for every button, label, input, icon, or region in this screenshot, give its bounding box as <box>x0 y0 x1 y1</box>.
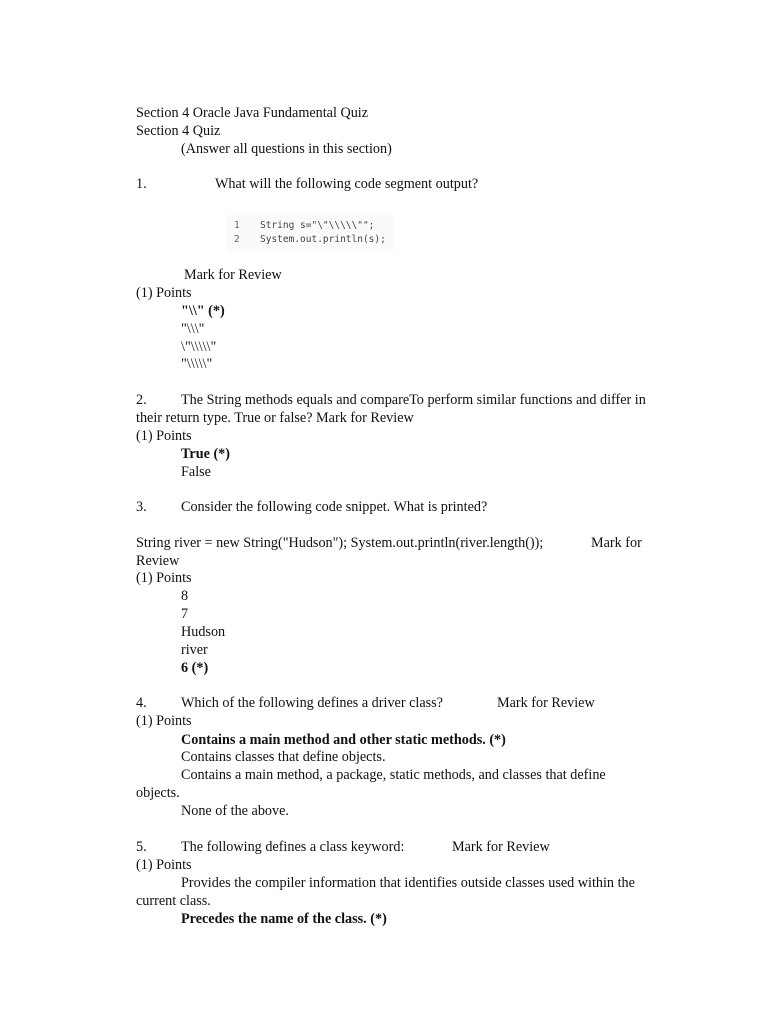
q4-points: (1) Points <box>136 713 192 729</box>
q5-option-1-cont: current class. <box>136 893 211 909</box>
q5-text: The following defines a class keyword: <box>181 839 405 855</box>
q1-points: (1) Points <box>136 285 192 301</box>
q1-option-2: "\\\" <box>181 321 205 337</box>
q1-mark-for-review[interactable]: Mark for Review <box>184 267 282 283</box>
q4-option-1: Contains a main method and other static methods. (*) <box>181 732 506 748</box>
q1-number: 1. <box>136 176 147 192</box>
q3-option-5: 6 (*) <box>181 660 209 676</box>
q2-text-line-2: their return type. True or false? Mark for Review <box>136 410 414 426</box>
q5-number: 5. <box>136 839 147 855</box>
q1-text: What will the following code segment output? <box>215 176 479 192</box>
q4-option-4: None of the above. <box>181 803 289 819</box>
q3-number: 3. <box>136 499 147 515</box>
section-title: Section 4 Quiz <box>136 123 221 139</box>
q2-number: 2. <box>136 392 147 408</box>
q5-points: (1) Points <box>136 857 192 873</box>
q3-mark-for-review[interactable]: Mark for <box>591 535 642 551</box>
q5-option-1: Provides the compiler information that identifies outside classes used within the <box>181 875 635 891</box>
q2-option-1: True (*) <box>181 446 230 462</box>
q1-code-line-1: 1 String s="\"\\\\\""; <box>234 220 375 231</box>
q4-option-3: Contains a main method, a package, static methods, and classes that define <box>181 767 606 783</box>
q2-points: (1) Points <box>136 428 192 444</box>
q1-option-3: \"\\\\\" <box>181 339 217 355</box>
q3-option-4: river <box>181 642 208 658</box>
q3-mark-for-review-cont[interactable]: Review <box>136 553 180 569</box>
q4-text: Which of the following defines a driver class? <box>181 695 443 711</box>
q1-code-line-2: 2 System.out.println(s); <box>234 234 386 245</box>
q3-option-1: 8 <box>181 588 189 604</box>
q3-option-3: Hudson <box>181 624 226 640</box>
q2-option-2: False <box>181 464 211 480</box>
q3-option-2: 7 <box>181 606 189 622</box>
q4-option-3-cont: objects. <box>136 785 180 801</box>
q1-option-1: "\\" (*) <box>181 303 225 319</box>
q4-number: 4. <box>136 695 147 711</box>
instructions: (Answer all questions in this section) <box>181 141 392 157</box>
q3-points: (1) Points <box>136 570 192 586</box>
document-title: Section 4 Oracle Java Fundamental Quiz <box>136 105 369 121</box>
q2-text-line-1: The String methods equals and compareTo perform similar functions and differ in <box>181 392 646 408</box>
q4-mark-for-review[interactable]: Mark for Review <box>497 695 595 711</box>
q1-code-image <box>226 215 394 251</box>
q5-mark-for-review[interactable]: Mark for Review <box>452 839 550 855</box>
q1-option-4: "\\\\\" <box>181 356 213 372</box>
q3-text: Consider the following code snippet. What is printed? <box>181 499 488 515</box>
q4-option-2: Contains classes that define objects. <box>181 749 386 765</box>
q3-code-line: String river = new String("Hudson"); System.out.println(river.length()); <box>136 535 544 551</box>
q5-option-2: Precedes the name of the class. (*) <box>181 911 387 927</box>
